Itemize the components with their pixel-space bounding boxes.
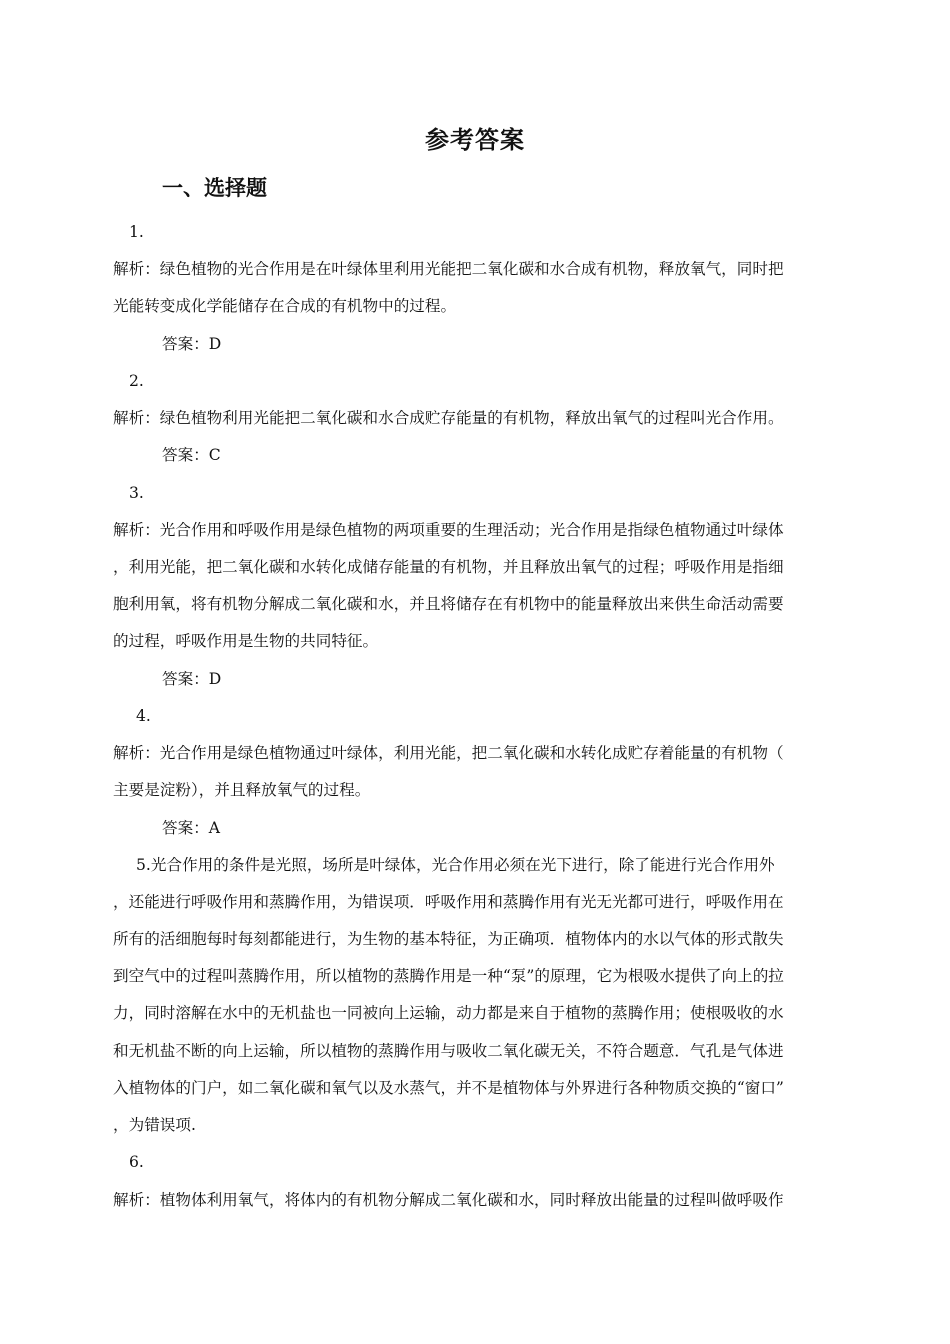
item-number: 2. — [129, 372, 144, 390]
item-answer: 答案：A — [162, 819, 221, 837]
section-heading: 一、选择题 — [162, 176, 267, 200]
item-answer: 答案：C — [162, 446, 221, 464]
item-explanation-line: 解析：植物体利用氧气，将体内的有机物分解成二氧化碳和水，同时释放出能量的过程叫做呼吸作 — [113, 1191, 784, 1209]
item-answer: 答案：D — [162, 670, 222, 688]
item-explanation-line: 解析：光合作用和呼吸作用是绿色植物的两项重要的生理活动；光合作用是指绿色植物通过叶绿体 — [113, 521, 784, 539]
item-explanation-line: 解析：绿色植物利用光能把二氧化碳和水合成贮存能量的有机物，释放出氧气的过程叫光合作用。 — [113, 409, 784, 427]
item-explanation-line: 到空气中的过程叫蒸腾作用，所以植物的蒸腾作用是一种“泵”的原理，它为根吸水提供了向上的拉 — [113, 967, 784, 985]
item-explanation-line: ，利用光能，把二氧化碳和水转化成储存能量的有机物，并且释放出氧气的过程；呼吸作用是指细 — [113, 558, 784, 576]
item-explanation-line: 和无机盐不断的向上运输，所以植物的蒸腾作用与吸收二氧化碳无关，不符合题意．气孔是气体进 — [113, 1042, 784, 1060]
item-number: 6. — [129, 1153, 144, 1171]
item-explanation-line: 所有的活细胞每时每刻都能进行，为生物的基本特征，为正确项．植物体内的水以气体的形式散失 — [113, 930, 784, 948]
item-explanation-line: 力，同时溶解在水中的无机盐也一同被向上运输，动力都是来自于植物的蒸腾作用；使根吸收的水 — [113, 1004, 784, 1022]
item-explanation-line: 胞利用氧，将有机物分解成二氧化碳和水，并且将储存在有机物中的能量释放出来供生命活动需要 — [113, 595, 784, 613]
item-explanation-line: 主要是淀粉），并且释放氧气的过程。 — [113, 781, 371, 799]
item-explanation-line: 的过程，呼吸作用是生物的共同特征。 — [113, 632, 379, 650]
item-number: 3. — [129, 484, 144, 502]
item-explanation-line: 解析：光合作用是绿色植物通过叶绿体，利用光能，把二氧化碳和水转化成贮存着能量的有机物（ — [113, 744, 784, 762]
item-explanation-line: ，为错误项. — [113, 1116, 196, 1134]
item-explanation-line: ，还能进行呼吸作用和蒸腾作用，为错误项．呼吸作用和蒸腾作用有光无光都可进行，呼吸作用在 — [113, 893, 784, 911]
page-title: 参考答案 — [425, 126, 525, 154]
item-answer: 答案：D — [162, 335, 222, 353]
item-number: 4. — [136, 707, 151, 725]
item-explanation-line: 光能转变成化学能储存在合成的有机物中的过程。 — [113, 297, 457, 315]
item-explanation-line: 5.光合作用的条件是光照，场所是叶绿体，光合作用必须在光下进行，除了能进行光合作用外 — [136, 856, 775, 874]
item-explanation-line: 解析：绿色植物的光合作用是在叶绿体里利用光能把二氧化碳和水合成有机物，释放氧气，同时把 — [113, 260, 784, 278]
item-explanation-line: 入植物体的门户，如二氧化碳和氧气以及水蒸气，并不是植物体与外界进行各种物质交换的“窗口” — [113, 1079, 784, 1097]
item-number: 1. — [129, 223, 144, 241]
